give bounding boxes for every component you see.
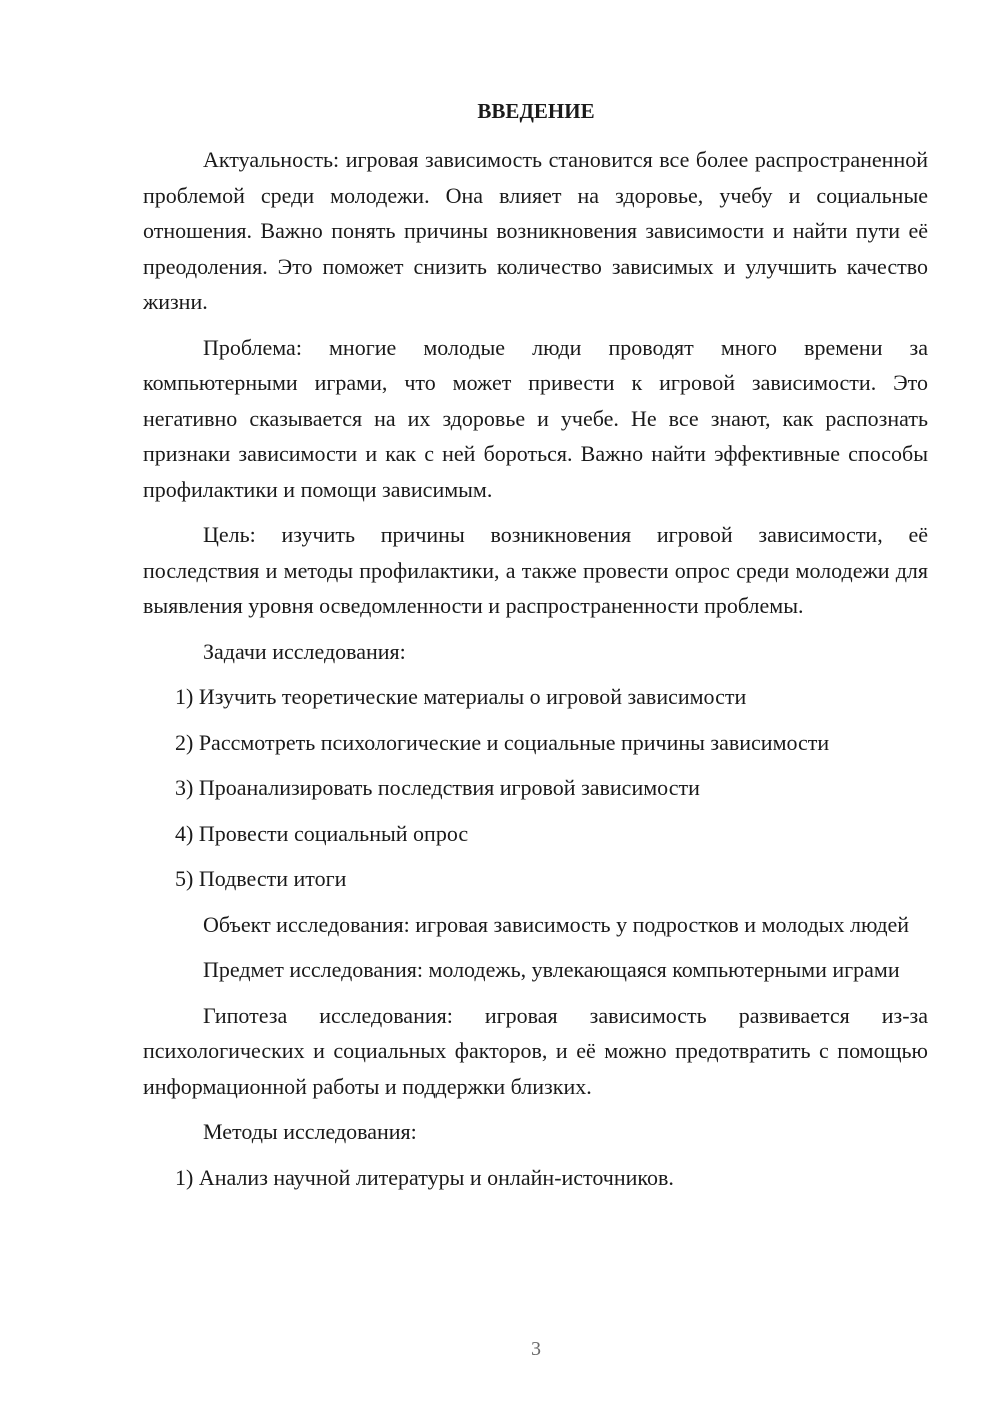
subject-paragraph: Предмет исследования: молодежь, увлекающаяся компьютерными играми [203, 957, 900, 982]
task-item: 5) Подвести итоги [175, 866, 347, 891]
task-item: 1) Изучить теоретические материалы о игровой зависимости [175, 684, 747, 709]
hypothesis-paragraph: Гипотеза исследования: игровая зависимость развивается из-за психологических и социальных факторов, и её можно предотвратить с помощью информационной работы и поддержки близких. [143, 1002, 928, 1099]
page-number: 3 [531, 1338, 541, 1360]
section-heading: ВВЕДЕНИЕ [477, 99, 595, 123]
body-text [143, 142, 928, 1205]
relevance-paragraph: Актуальность: игровая зависимость становится все более распространенной проблемой среди молодежи. Она влияет на здоровье, учебу и социальные отношения. Важно понять причины возникновения зависимости и найти пути её преодоления. Это поможет снизить количество зависимых и улучшить качество жизни. [143, 147, 928, 314]
task-item: 3) Проанализировать последствия игровой зависимости [175, 775, 700, 800]
tasks-heading: Задачи исследования: [203, 638, 406, 664]
goal-paragraph: Цель: изучить причины возникновения игровой зависимости, её последствия и методы профилактики, а также провести опрос среди молодежи для выявления уровня осведомленности и распространенности проблемы. [143, 522, 928, 618]
methods-heading: Методы исследования: [203, 1119, 417, 1144]
method-item: 1) Анализ научной литературы и онлайн-источников. [175, 1164, 674, 1190]
problem-paragraph: Проблема: многие молодые люди проводят много времени за компьютерными играми, что может привести к игровой зависимости. Это негативно сказывается на их здоровье и учебе. Не все знают, как распознать признаки зависимости и как с ней бороться. Важно найти эффективные способы профилактики и помощи зависимым. [143, 334, 928, 502]
task-item: 2) Рассмотреть психологические и социальные причины зависимости [175, 729, 830, 755]
task-item: 4) Провести социальный опрос [175, 820, 469, 846]
object-paragraph: Объект исследования: игровая зависимость у подростков и молодых людей [203, 911, 910, 937]
